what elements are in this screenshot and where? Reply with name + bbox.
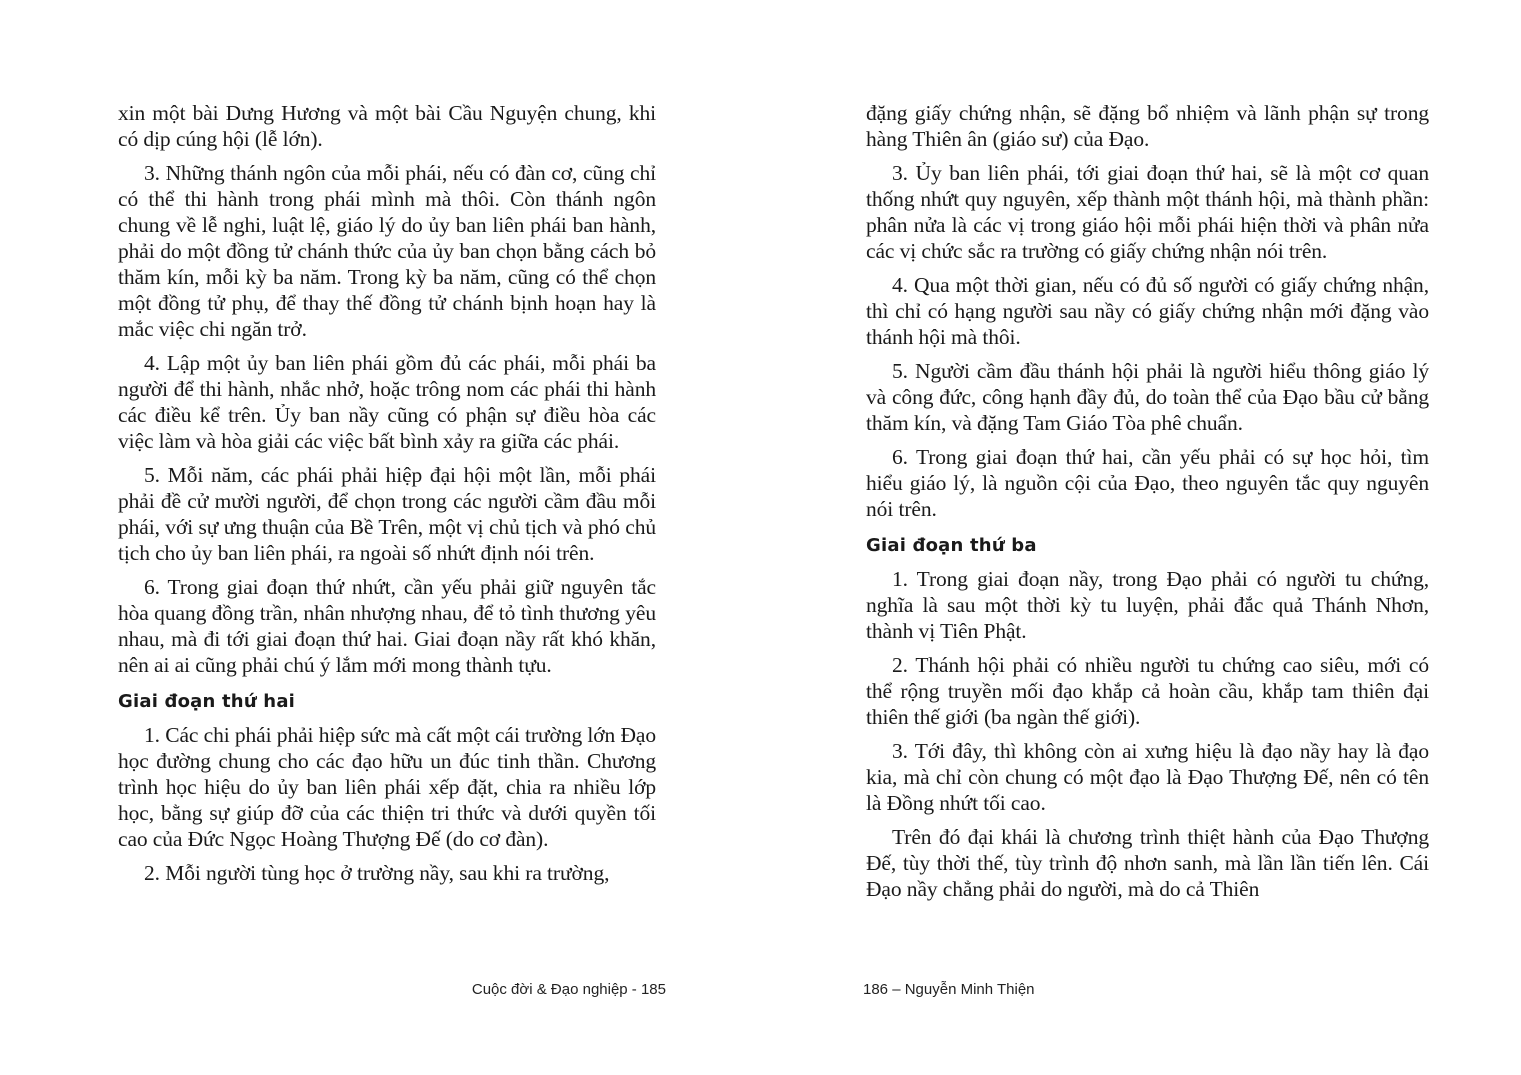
paragraph: 3. Ủy ban liên phái, tới giai đoạn thứ hai, sẽ là một cơ quan thống nhứt quy nguyên, xếp thành một thánh hội, mà thành phần: phân nửa là các vị trong giáo hội mỗi phái hiện thời và phân nửa các vị chức sắc ra trường có giấy chứng nhận nói trên. [866,161,1429,263]
page-footer: Cuộc đời & Đạo nghiệp - 185 [471,981,666,998]
page-footer: 186 – Nguyễn Minh Thiện [863,981,1035,998]
paragraph: 5. Mỗi năm, các phái phải hiệp đại hội một lần, mỗi phái phải đề cử mười người, để chọn trong các người cầm đầu mỗi phái, với sự ưng thuận của Bề Trên, một vị chủ tịch và phó chủ tịch cho ủy ban liên phái, ra ngoài số nhứt định nói trên. [118,463,656,565]
paragraph: 3. Những thánh ngôn của mỗi phái, nếu có đàn cơ, cũng chỉ có thể thi hành trong phái mình mà thôi. Còn thánh ngôn chung về lễ nghi, luật lệ, giáo lý do ủy ban liên phái ban hành, phải do một đồng tử chánh thức của ủy ban chọn bằng cách bỏ thăm kín, mỗi kỳ ba năm. Trong kỳ ba năm, cũng có thể chọn một đồng tử phụ, để thay thế đồng tử chánh bịnh hoạn hay là mắc việc chi ngăn trở. [118,161,656,341]
right-page [760,0,1521,1075]
paragraph: 1. Trong giai đoạn nầy, trong Đạo phải có người tu chứng, nghĩa là sau một thời kỳ tu luyện, phải đắc quả Thánh Nhơn, thành vị Tiên Phật. [866,567,1429,643]
paragraph: 4. Qua một thời gian, nếu có đủ số người có giấy chứng nhận, thì chỉ có hạng người sau nầy có giấy chứng nhận mới đặng vào thánh hội mà thôi. [866,273,1429,349]
paragraph: đặng giấy chứng nhận, sẽ đặng bổ nhiệm và lãnh phận sự trong hàng Thiên ân (giáo sư) của Đạo. [866,101,1429,151]
right-text-column [866,100,1429,910]
paragraph: 1. Các chi phái phải hiệp sức mà cất một cái trường lớn Đạo học đường chung cho các đạo hữu un đúc tinh thần. Chương trình học hiệu do ủy ban liên phái xếp đặt, chia ra nhiều lớp học, bằng sự giúp đỡ của các thiện tri thức và dưới quyền tối cao của Đức Ngọc Hoàng Thượng Đế (do cơ đàn). [118,723,656,851]
paragraph: 2. Thánh hội phải có nhiều người tu chứng cao siêu, mới có thể rộng truyền mối đạo khắp cả hoàn cầu, khắp tam thiên đại thiên thế giới (ba ngàn thế giới). [866,653,1429,729]
section-heading: Giai đoạn thứ hai [118,691,296,712]
paragraph: 5. Người cầm đầu thánh hội phải là người hiểu thông giáo lý và công đức, công hạnh đầy đủ, do toàn thể của Đạo bầu cử bằng thăm kín, và đặng Tam Giáo Tòa phê chuẩn. [866,359,1429,435]
paragraph: Trên đó đại khái là chương trình thiệt hành của Đạo Thượng Đế, tùy thời thế, tùy trình độ nhơn sanh, mà lần lần tiến lên. Cái Đạo nầy chẳng phải do người, mà do cả Thiên [866,825,1429,901]
section-heading: Giai đoạn thứ ba [866,535,1037,556]
paragraph: 4. Lập một ủy ban liên phái gồm đủ các phái, mỗi phái ba người để thi hành, nhắc nhở, hoặc trông nom các phái thi hành các điều kể trên. Ủy ban nầy cũng có phận sự điều hòa các việc làm và hòa giải các việc bất bình xảy ra giữa các phái. [118,351,656,453]
paragraph: 6. Trong giai đoạn thứ nhứt, cần yếu phải giữ nguyên tắc hòa quang đồng trần, nhân nhượng nhau, để tỏ tình thương yêu nhau, mà đi tới giai đoạn thứ hai. Giai đoạn nầy rất khó khăn, nên ai ai cũng phải chú ý lắm mới mong thành tựu. [118,575,656,677]
paragraph: xin một bài Dưng Hương và một bài Cầu Nguyện chung, khi có dịp cúng hội (lễ lớn). [118,101,656,151]
paragraph: 6. Trong giai đoạn thứ hai, cần yếu phải có sự học hỏi, tìm hiểu giáo lý, là nguồn cội của Đạo, theo nguyên tắc quy nguyên nói trên. [866,445,1429,521]
paragraph: 3. Tới đây, thì không còn ai xưng hiệu là đạo nầy hay là đạo kia, mà chỉ còn chung có một đạo là Đạo Thượng Đế, nên có tên là Đồng nhứt tối cao. [866,739,1429,815]
left-text-column [118,100,656,894]
left-page [0,0,760,1075]
paragraph: 2. Mỗi người tùng học ở trường nầy, sau khi ra trường, [144,861,610,885]
